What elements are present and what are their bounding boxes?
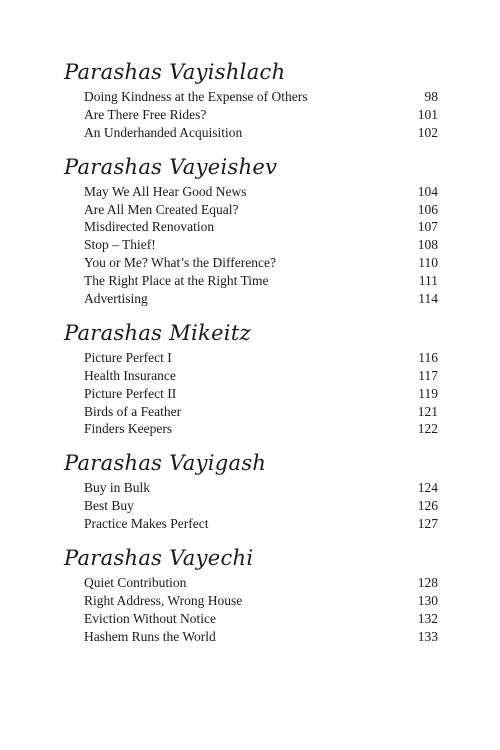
entry-title: Stop – Thief! [84,237,156,253]
entry-page-number: 116 [418,349,438,365]
toc-entry[interactable] [64,592,438,610]
entry-page-number: 110 [418,255,438,271]
toc-entry[interactable] [64,236,438,254]
toc-entry[interactable] [64,574,438,592]
toc-entry[interactable] [64,218,438,236]
toc-entry[interactable] [64,124,438,142]
toc-section [64,153,438,308]
entry-title: Doing Kindness at the Expense of Others [84,89,308,104]
entry-page-number: 133 [417,628,438,644]
toc-entry[interactable] [64,515,438,533]
entry-page-number: 122 [417,421,438,437]
entry-page-number: 104 [417,183,438,199]
entry-title: Are All Men Created Equal? [84,201,239,217]
entry-page-number: 114 [418,291,438,307]
section-title: Parashas Vayeishev [64,154,278,179]
entry-page-number: 106 [417,201,438,217]
entry-page-number: 127 [417,516,438,532]
toc-entry[interactable] [64,88,438,106]
entry-page-number: 117 [418,367,438,383]
entry-title: Finders Keepers [84,421,173,437]
section-title: Parashas Mikeitz [64,320,251,345]
entry-page-number: 119 [418,385,438,401]
entry-page-number: 108 [417,237,438,253]
entry-page-number: 126 [417,498,438,514]
toc-section [64,319,438,438]
entry-title: May We All Hear Good News [84,183,247,199]
entry-title: Practice Makes Perfect [84,516,209,532]
entry-title: Best Buy [84,498,134,514]
toc-entry[interactable] [64,201,438,219]
entry-title: Misdirected Renovation [84,219,215,235]
toc-entry[interactable] [64,106,438,124]
toc-entry[interactable] [64,420,438,438]
section-title: Parashas Vayigash [64,451,267,476]
toc-section [64,58,438,142]
entry-page-number: 130 [417,592,438,608]
toc-entry[interactable] [64,479,438,497]
entry-title: Quiet Contribution [84,575,187,591]
toc-entry[interactable] [64,610,438,628]
entry-page-number: 107 [417,219,438,235]
toc-entry[interactable] [64,367,438,385]
entry-title: Hashem Runs the World [84,628,216,644]
entry-title: Buy in Bulk [84,480,151,496]
entry-title: The Right Place at the Right Time [84,273,269,289]
toc-entry[interactable] [64,349,438,367]
entry-title: An Underhanded Acquisition [84,124,243,140]
entry-page-number: 101 [417,106,438,122]
toc-entry[interactable] [64,385,438,403]
toc-entry[interactable] [64,272,438,290]
entry-title: You or Me? What’s the Difference? [84,255,276,271]
entry-title: Birds of a Feather [84,403,182,419]
entry-title: Health Insurance [84,367,176,383]
entry-title: Advertising [84,291,148,307]
toc-section [64,449,438,533]
entry-title: Are There Free Rides? [84,106,207,122]
toc-entry[interactable] [64,628,438,646]
entry-page-number: 102 [417,124,438,140]
entry-page-number: 128 [417,575,438,591]
entry-page-number: 121 [417,403,438,419]
entry-page-number: 132 [417,610,438,626]
section-title: Parashas Vayechi [64,546,254,571]
entry-page-number: 98 [424,89,438,104]
entry-title: Picture Perfect II [84,385,177,401]
entry-title: Right Address, Wrong House [84,592,243,608]
toc-entry[interactable] [64,497,438,515]
toc-entry[interactable] [64,254,438,272]
section-title: Parashas Vayishlach [64,60,286,84]
entry-title: Eviction Without Notice [84,610,216,626]
toc-section [64,544,438,646]
entry-title: Picture Perfect I [84,349,172,365]
table-of-contents [64,58,438,657]
toc-entry[interactable] [64,403,438,421]
toc-entry[interactable] [64,290,438,308]
entry-page-number: 124 [417,480,438,496]
toc-entry[interactable] [64,183,438,201]
entry-page-number: 111 [418,273,438,289]
